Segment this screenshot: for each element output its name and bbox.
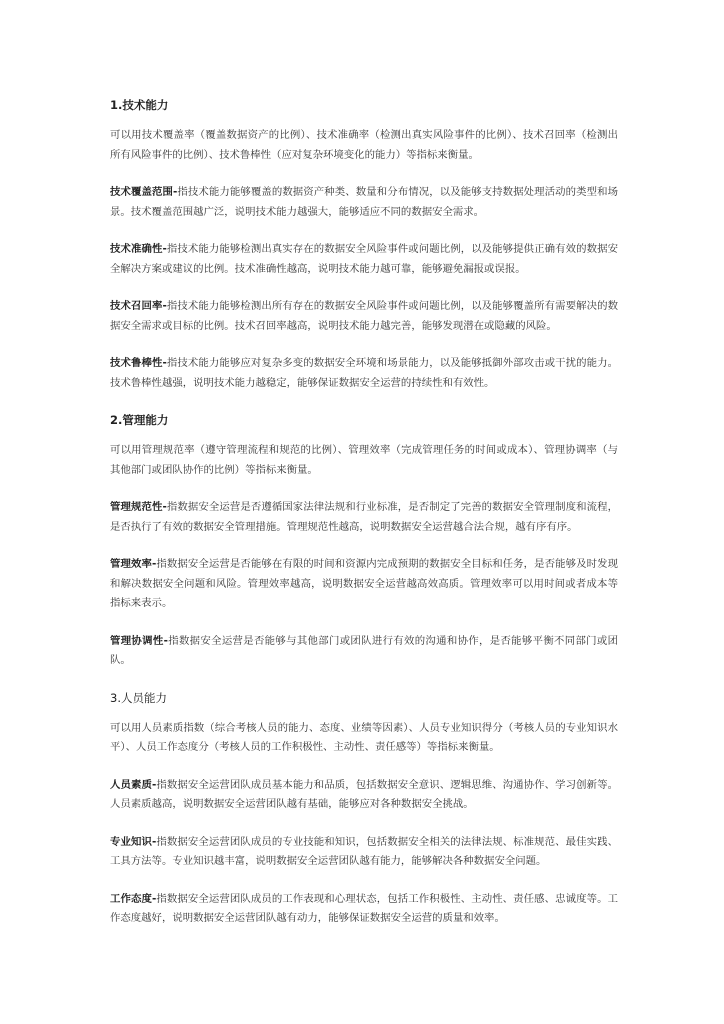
item-text: 指数据安全运营是否遵循国家法律法规和行业标准，是否制定了完善的数据安全管理制度和流程，是否执行了有效的数据安全管理措施。管理规范性越高，说明数据安全运营越合法合规，越有序有序。 (110, 501, 618, 533)
section-heading-personnel: 3.人员能力 (110, 690, 167, 705)
item-term: 工作态度- (110, 892, 157, 905)
item-text: 指技术能力能够应对复杂多变的数据安全环境和场景能力，以及能够抵御外部攻击或干扰的能力。技术鲁棒性越强，说明技术能力越稳定，能够保证数据安全运营的持续性和有效性。 (110, 357, 618, 389)
item-term: 管理协调性- (110, 634, 168, 647)
item-text: 指技术能力能够检测出真实存在的数据安全风险事件或问题比例，以及能够提供正确有效的数据安全解决方案或建议的比例。技术准确性越高，说明技术能力越可靠，能够避免漏报或误报。 (110, 243, 618, 275)
item-term: 专业知识- (110, 835, 157, 848)
item-staff-quality (110, 776, 618, 815)
item-staff-knowledge (110, 833, 618, 872)
section-intro-management: 可以用管理规范率（遵守管理流程和规范的比例）、管理效率（完成管理任务的时间或成本）、管理协调率（与其他部门或团队协作的比例）等指标来衡量。 (110, 444, 618, 476)
item-text: 指数据安全运营是否能够与其他部门或团队进行有效的沟通和协作，是否能够平衡不同部门或团队。 (110, 634, 619, 666)
item-tech-robustness (110, 354, 618, 393)
item-term: 技术召回率- (110, 300, 167, 312)
item-text: 指数据安全运营团队成员基本能力和品质，包括数据安全意识、逻辑思维、沟通协作、学习创新等。人员素质越高，说明数据安全运营团队越有基础，能够应对各种数据安全挑战。 (110, 778, 619, 810)
item-tech-coverage (110, 183, 618, 222)
item-mgmt-standard (110, 498, 618, 537)
section-intro-tech: 可以用技术覆盖率（覆盖数据资产的比例）、技术准确率（检测出真实风险事件的比例）、技术召回率（检测出所有风险事件的比例）、技术鲁棒性（应对复杂环境变化的能力）等指标来衡量。 (110, 129, 618, 161)
item-text: 指技术能力能够检测出所有存在的数据安全风险事件或问题比例，以及能够覆盖所有需要解决的数据安全需求或目标的比例。技术召回率越高，说明技术能力越完善，能够发现潜在或隐藏的风险。 (110, 300, 618, 332)
item-text: 指数据安全运营是否能够在有限的时间和资源内完成预期的数据安全目标和任务，是否能够及时发现和解决数据安全问题和风险。管理效率越高，说明数据安全运营越高效高质。管理效率可以用时间或者成本等指标来表示。 (110, 558, 619, 609)
item-term: 技术覆盖范围- (110, 186, 178, 198)
item-staff-attitude (110, 890, 618, 929)
item-mgmt-coordination (110, 632, 618, 671)
item-tech-recall (110, 297, 618, 336)
section-intro-personnel: 可以用人员素质指数（综合考核人员的能力、态度、业绩等因素）、人员专业知识得分（考核人员的专业知识水平）、人员工作态度分（考核人员的工作积极性、主动性、责任感等）等指标来衡量。 (110, 721, 618, 753)
document-body (110, 96, 618, 929)
section-heading-management: 2.管理能力 (110, 413, 169, 427)
item-term: 管理规范性- (110, 501, 167, 513)
item-text: 指技术能力能够覆盖的数据资产种类、数量和分布情况，以及能够支持数据处理活动的类型和场景。技术覆盖范围越广泛，说明技术能力越强大，能够适应不同的数据安全需求。 (110, 186, 619, 218)
item-term: 技术鲁棒性- (110, 357, 167, 369)
item-mgmt-efficiency (110, 555, 618, 614)
item-text: 指数据安全运营团队成员的专业技能和知识，包括数据安全相关的法律法规、标准规范、最佳实践、工具方法等。专业知识越丰富，说明数据安全运营团队越有能力，能够解决各种数据安全问题。 (110, 835, 619, 867)
item-term: 人员素质- (110, 778, 157, 791)
item-term: 技术准确性- (110, 243, 167, 255)
item-term: 管理效率- (110, 558, 157, 570)
item-tech-accuracy (110, 240, 618, 279)
section-heading-tech: 1.技术能力 (110, 98, 169, 112)
item-text: 指数据安全运营团队成员的工作表现和心理状态，包括工作积极性、主动性、责任感、忠诚度等。工作态度越好，说明数据安全运营团队越有动力，能够保证数据安全运营的质量和效率。 (110, 892, 619, 924)
